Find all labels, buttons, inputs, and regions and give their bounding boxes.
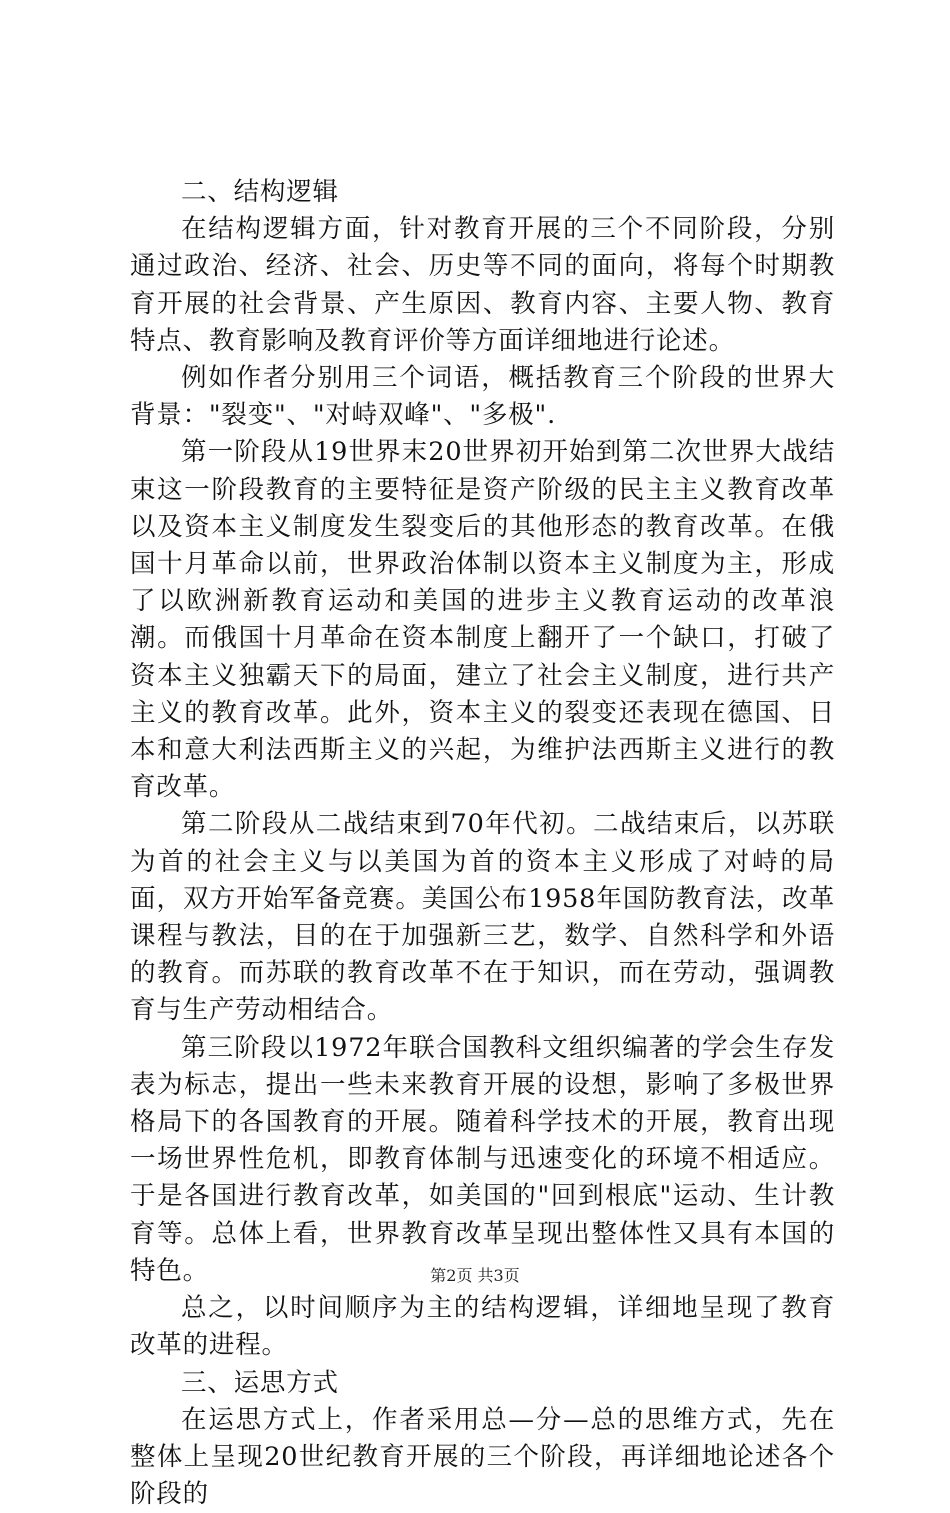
page-number-footer: 第2页 共3页 [430, 1266, 520, 1285]
paragraph-summary: 总之，以时间顺序为主的结构逻辑，详细地呈现了教育改革的进程。 [130, 1293, 835, 1361]
paragraph-example-keywords: 例如作者分别用三个词语，概括教育三个阶段的世界大背景："裂变"、"对峙双峰"、"多极". [130, 363, 835, 431]
paragraph-stage-two: 第二阶段从二战结束到70年代初。二战结束后，以苏联为首的社会主义与以美国为首的资本主义形成了对峙的局面，双方开始军备竞赛。美国公布1958年国防教育法，改革课程与教法，目的在于加强新三艺，数学、自然科学和外语的教育。而苏联的教育改革不在于知识，而在劳动，强调教育与生产劳动相结合。 [130, 809, 835, 1026]
paragraph-structure-logic: 在结构逻辑方面，针对教育开展的三个不同阶段，分别通过政治、经济、社会、历史等不同的面向，将每个时期教育开展的社会背景、产生原因、教育内容、主要人物、教育特点、教育影响及教育评价等方面详细地进行论述。 [130, 214, 835, 356]
section-heading-structure-logic: 二、结构逻辑 [181, 177, 339, 207]
section-heading-thinking-mode: 三、运思方式 [181, 1367, 339, 1398]
paragraph-thinking-mode: 在运思方式上，作者采用总—分—总的思维方式，先在整体上呈现20世纪教育开展的三个阶段，再详细地论述各个阶段的 [130, 1404, 835, 1510]
paragraph-stage-three: 第三阶段以1972年联合国教科文组织编著的学会生存发表为标志，提出一些未来教育开展的设想，影响了多极世界格局下的各国教育的开展。随着科学技术的开展，教育出现一场世界性危机，即教育体制与迅速变化的环境不相适应。于是各国进行教育改革，如美国的"回到根底"运动、生计教育等。总体上看，世界教育改革呈现出整体性又具有本国的特色。 [130, 1032, 835, 1286]
document-body [130, 174, 835, 1513]
paragraph-stage-one: 第一阶段从19世界末20世界初开始到第二次世界大战结束这一阶段教育的主要特征是资产阶级的民主主义教育改革以及资本主义制度发生裂变后的其他形态的教育改革。在俄国十月革命以前，世界政治体制以资本主义制度为主，形成了以欧洲新教育运动和美国的进步主义教育运动的改革浪潮。而俄国十月革命在资本制度上翻开了一个缺口，打破了资本主义独霸天下的局面，建立了社会主义制度，进行共产主义的教育改革。此外，资本主义的裂变还表现在德国、日本和意大利法西斯主义的兴起，为维护法西斯主义进行的教育改革。 [130, 437, 835, 803]
